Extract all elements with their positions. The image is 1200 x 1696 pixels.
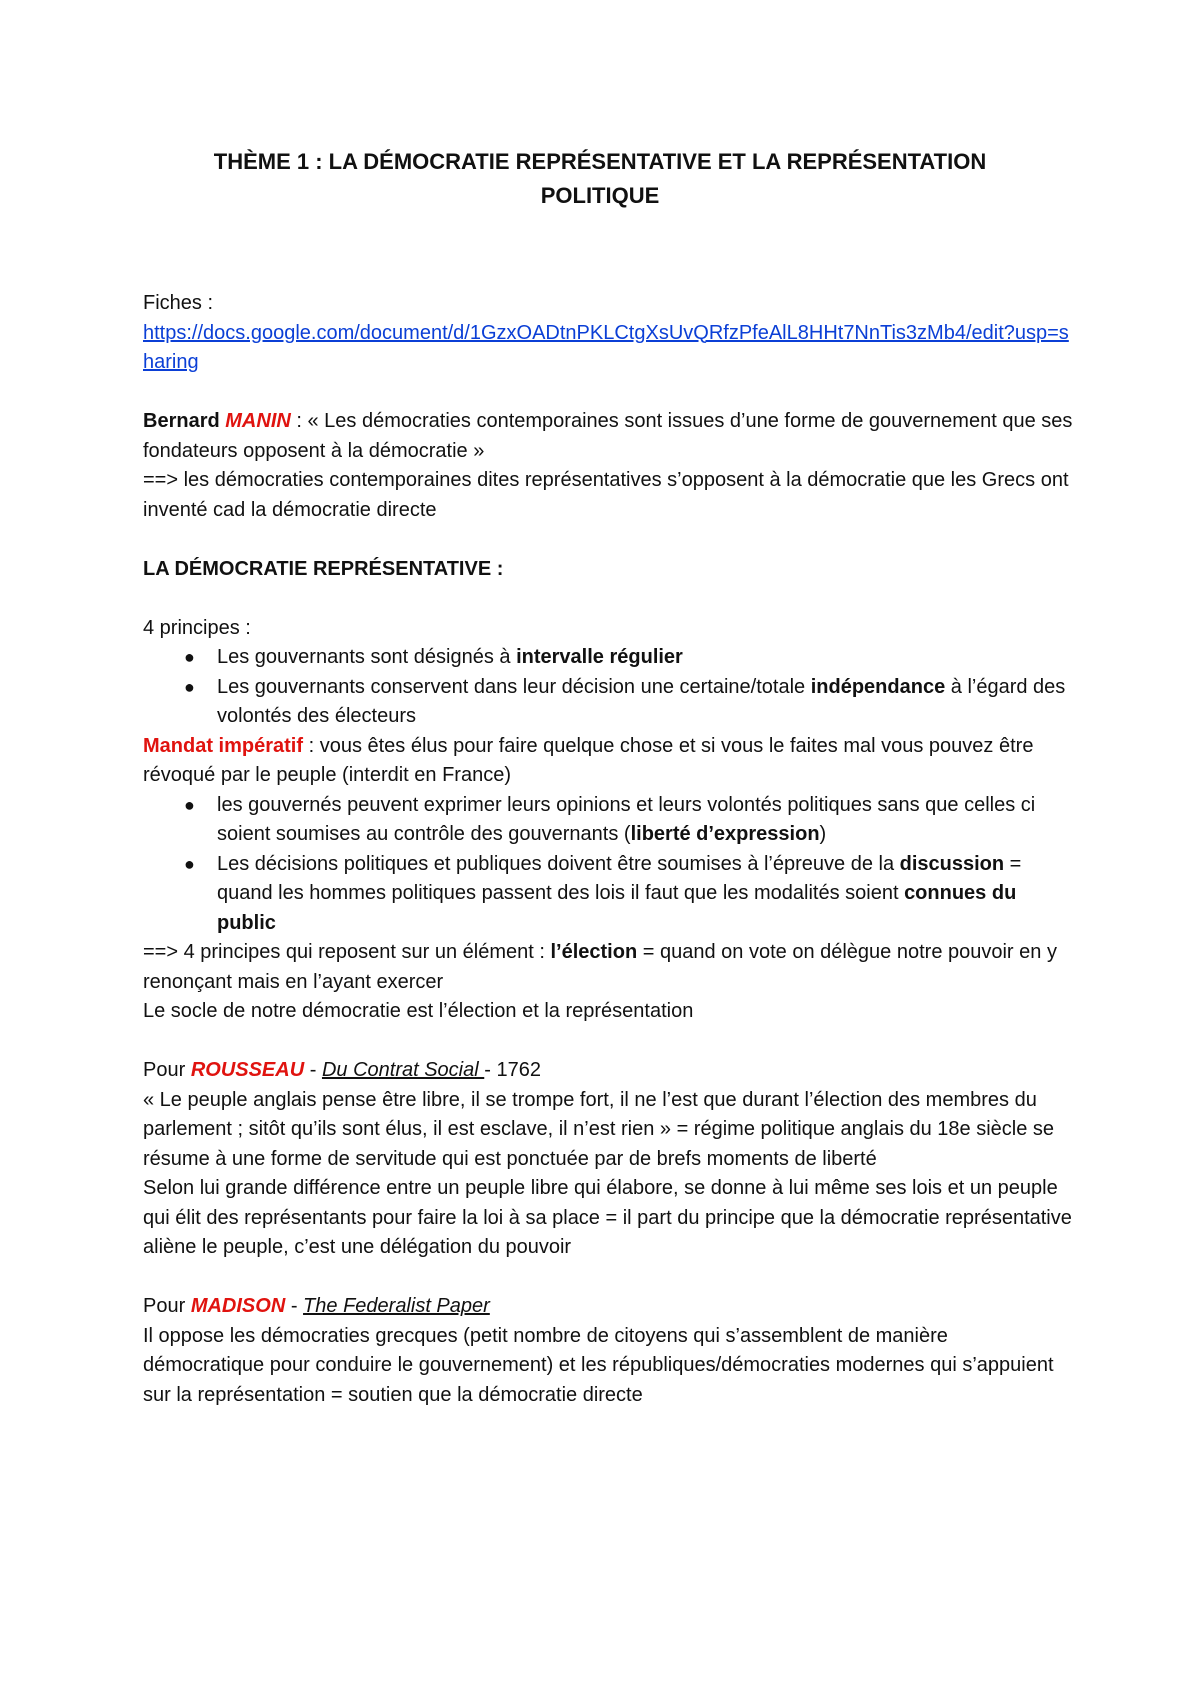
list-item-bold: liberté d’expression	[630, 823, 820, 845]
list-item-text: Les décisions politiques et publiques doivent être soumises à l’épreuve de la	[217, 852, 900, 875]
list-item-text: = quand les hommes politiques passent des lois il faut que les modalités soient	[217, 852, 1022, 904]
title-line-2: POLITIQUE	[540, 183, 660, 208]
rousseau-name: ROUSSEAU	[190, 1059, 305, 1081]
rousseau-pour: Pour	[143, 1059, 191, 1081]
list-item-text: Les gouvernants sont désignés à	[217, 646, 517, 668]
principles-intro: 4 principes :	[143, 616, 251, 639]
madison-pour: Pour	[143, 1295, 191, 1317]
list-item-bold: intervalle régulier	[516, 646, 683, 668]
manin-paragraph	[143, 407, 1073, 466]
rousseau-work: Du Contrat Social	[321, 1059, 485, 1081]
list-item-bold: discussion	[899, 852, 1005, 875]
conclusion-bold: l’élection	[550, 941, 638, 963]
spacer	[143, 1263, 1073, 1293]
spacer	[143, 584, 1073, 614]
list-item-bold: indépendance	[810, 675, 946, 698]
fiches-label: Fiches :	[143, 292, 214, 314]
bullet-icon: ●	[184, 647, 195, 667]
manin-quote: : « Les démocraties contemporaines sont issues d’une forme de gouvernement que ses fondateurs opposent à la démocratie »	[143, 410, 1073, 462]
title-line-1: THÈME 1 : LA DÉMOCRATIE REPRÉSENTATIVE ET LA REPRÉSENTATION	[213, 149, 987, 174]
spacer	[143, 525, 1073, 555]
bullet-icon: ●	[184, 853, 195, 874]
rousseau-year: - 1762	[484, 1059, 541, 1081]
conclusion-paragraph	[143, 938, 1073, 997]
rousseau-sep: -	[304, 1059, 322, 1081]
conclusion-text: = quand on vote on délègue notre pouvoir en y renonçant mais en l’ayant exercer	[143, 941, 1057, 993]
madison-name: MADISON	[190, 1295, 286, 1317]
bullet-icon: ●	[184, 794, 195, 815]
spacer	[143, 1027, 1073, 1057]
list-item-text: les gouvernés peuvent exprimer leurs opinions et leurs volontés politiques sans que celles ci soient soumises au contrôle des gouvernants (	[217, 793, 1036, 845]
manin-name: MANIN	[225, 410, 291, 432]
list-item	[143, 791, 1073, 850]
madison-heading	[143, 1292, 1073, 1322]
list-item-text: à l’égard des volontés des électeurs	[217, 675, 1066, 727]
rousseau-quote: « Le peuple anglais pense être libre, il se trompe fort, il ne l’est que durant l’élection des membres du parlement ; sitôt qu’ils sont élus, il est esclave, il n’est rien » = régime politique anglais du 18e siècle se résume à une forme de servitude qui est ponctuée par de brefs moments de liberté	[143, 1088, 1055, 1170]
fiches-link[interactable]: https://docs.google.com/document/d/1GzxOADtnPKLCtgXsUvQRfzPfeAlL8HHt7NnTis3zMb4/edit?usp=sharing	[143, 321, 1069, 373]
list-item-bold: connues du public	[217, 882, 1017, 934]
mandat-paragraph	[143, 732, 1073, 791]
spacer	[143, 378, 1073, 408]
principles-list-1	[143, 643, 1073, 732]
mandat-label: Mandat impératif	[143, 734, 304, 757]
section-heading-text: LA DÉMOCRATIE REPRÉSENTATIVE :	[143, 557, 504, 580]
document-body	[143, 289, 1073, 1410]
madison-text: Il oppose les démocraties grecques (petit nombre de citoyens qui s’assemblent de manière démocratique pour conduire le gouvernement) et les républiques/démocraties modernes qui s’appuient sur la représentation = soutien que la démocratie directe	[143, 1324, 1054, 1406]
manin-arrow: ==> les démocraties contemporaines dites représentatives s’opposent à la démocratie que les Grecs ont inventé cad la démocratie directe	[143, 469, 1069, 521]
rousseau-analysis: Selon lui grande différence entre un peuple libre qui élabore, se donne à lui même ses lois et un peuple qui élit des représentants pour faire la loi à sa place = il part du principe que la démocratie représentative aliène le peuple, c’est une délégation du pouvoir	[143, 1177, 1072, 1258]
rousseau-heading	[143, 1056, 1073, 1086]
mandat-text: : vous êtes élus pour faire quelque chose et si vous le faites mal vous pouvez être révoqué par le peuple (interdit en France)	[143, 734, 1034, 786]
socle-paragraph: Le socle de notre démocratie est l’élection et la représentation	[143, 1000, 694, 1022]
principles-list-2	[143, 791, 1073, 939]
list-item	[143, 673, 1073, 732]
madison-work: The Federalist Paper	[303, 1295, 490, 1317]
section-heading	[143, 555, 1073, 585]
conclusion-text: ==> 4 principes qui reposent sur un élément :	[143, 941, 551, 963]
document-title	[100, 145, 1100, 213]
manin-first-name: Bernard	[143, 410, 220, 432]
fiches-link-line	[143, 319, 1073, 378]
list-item	[143, 850, 1073, 939]
bullet-icon: ●	[184, 676, 195, 697]
list-item-text: )	[819, 823, 827, 845]
madison-sep: -	[285, 1295, 304, 1317]
list-item	[143, 643, 1073, 673]
list-item-text: Les gouvernants conservent dans leur décision une certaine/totale	[217, 675, 811, 698]
